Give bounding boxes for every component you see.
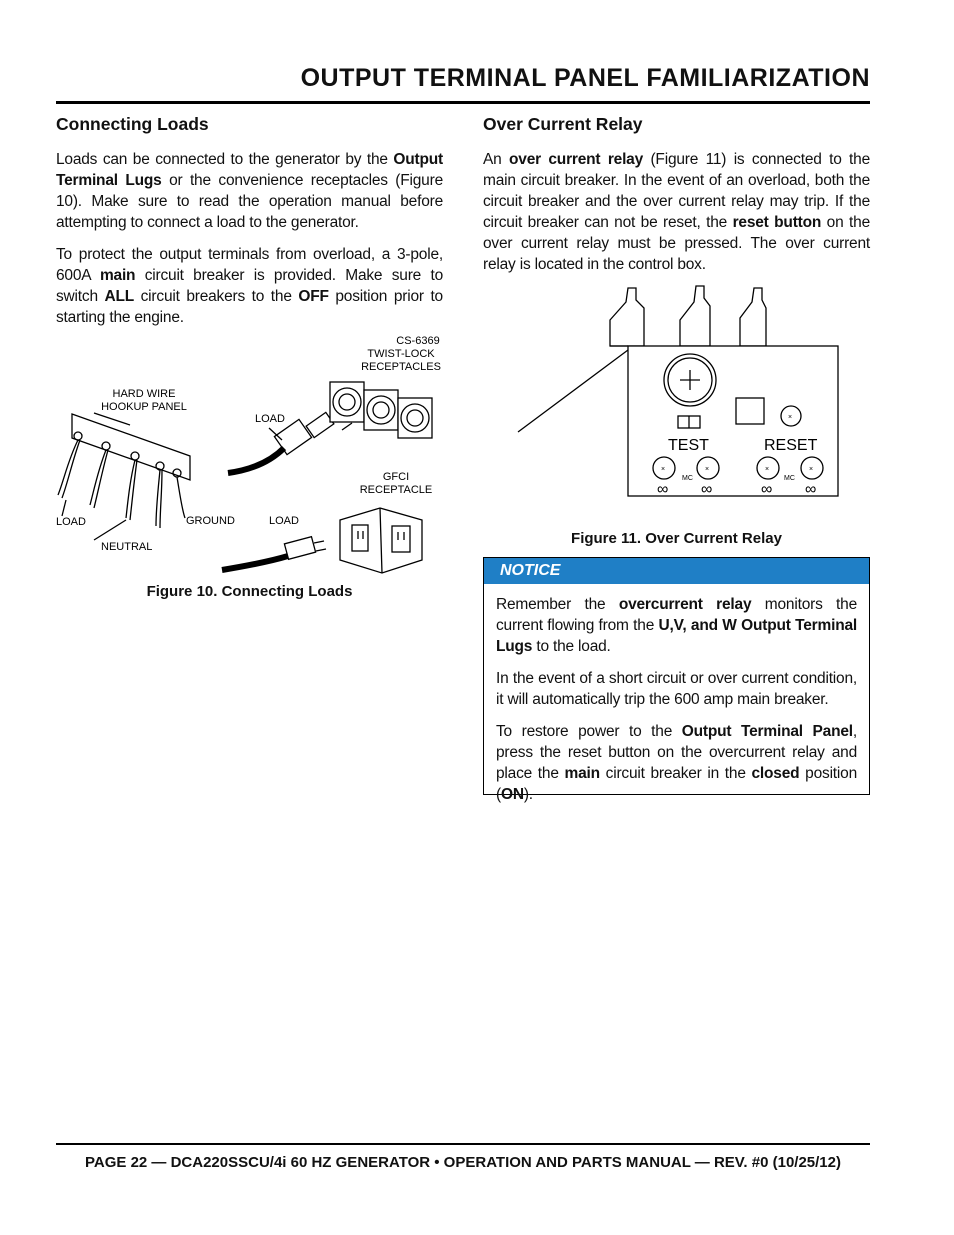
svg-text:HOOKUP PANEL: HOOKUP PANEL: [101, 401, 187, 413]
svg-text:TEST: TEST: [668, 437, 709, 454]
over-current-relay-heading: Over Current Relay: [483, 114, 643, 134]
notice-box: [483, 557, 870, 803]
svg-text:GROUND: GROUND: [186, 515, 235, 527]
svg-text:∞: ∞: [701, 481, 713, 498]
svg-text:HARD WIRE: HARD WIRE: [112, 388, 176, 400]
svg-text:∞: ∞: [657, 481, 669, 498]
svg-text:NEUTRAL: NEUTRAL: [101, 541, 153, 553]
svg-text:RESET: RESET: [764, 437, 818, 454]
svg-text:×: ×: [705, 466, 710, 473]
connecting-loads-paragraph-1: Loads can be connected to the generator by the Output Terminal Lugs or the convenience receptacles (Figure 10). Make sure to read the operation manual before attempting to connect a load to the generator.: [56, 151, 443, 231]
svg-text:×: ×: [788, 414, 793, 421]
svg-text:×: ×: [765, 466, 770, 473]
svg-text:RECEPTACLES: RECEPTACLES: [361, 361, 441, 373]
left-column: [56, 114, 443, 339]
notice-title: NOTICE: [484, 558, 869, 584]
connecting-loads-paragraph-2: To protect the output terminals from overload, a 3-pole, 600A main circuit breaker is provided. Make sure to switch ALL circuit breakers to the OFF position prior to starting the engine.: [56, 246, 443, 326]
svg-text:LOAD: LOAD: [269, 515, 299, 527]
svg-text:RECEPTACLE: RECEPTACLE: [359, 484, 433, 496]
notice-paragraph-1: Remember the overcurrent relay monitors the current flowing from the U,V, and W Output Terminal Lugs to the load.: [496, 596, 857, 655]
svg-text:∞: ∞: [761, 481, 773, 498]
svg-text:×: ×: [661, 466, 666, 473]
svg-text:∞: ∞: [805, 481, 817, 498]
svg-text:MC: MC: [784, 475, 795, 482]
right-column: [483, 114, 870, 286]
figure-10-connecting-loads: [50, 330, 450, 580]
figure-11-over-current-relay: [514, 280, 840, 505]
notice-paragraph-2: In the event of a short circuit or over current condition, it will automatically trip the 600 amp main breaker.: [496, 670, 857, 708]
header-rule: [56, 101, 870, 104]
svg-text:LOAD: LOAD: [56, 516, 86, 528]
footer-rule: [56, 1143, 870, 1145]
page-title: OUTPUT TERMINAL PANEL FAMILIARIZATION: [300, 64, 870, 92]
svg-text:CS-6369: CS-6369: [396, 335, 440, 347]
svg-text:GFCI: GFCI: [382, 471, 410, 483]
svg-text:LOAD: LOAD: [255, 413, 285, 425]
svg-text:TWIST-LOCK: TWIST-LOCK: [367, 348, 435, 360]
page-footer: PAGE 22 — DCA220SSCU/4i 60 HZ GENERATOR • OPERATION AND PARTS MANUAL — REV. #0 (10/25/12): [85, 1154, 841, 1171]
figure-11-caption: Figure 11. Over Current Relay: [571, 530, 782, 547]
connecting-loads-illustration: [50, 330, 450, 575]
over-current-relay-illustration: [514, 280, 840, 500]
svg-text:MC: MC: [682, 475, 693, 482]
figure-10-caption: Figure 10. Connecting Loads: [146, 583, 353, 600]
notice-body: [484, 584, 869, 805]
over-current-relay-paragraph: An over current relay (Figure 11) is connected to the main circuit breaker. In the event of an overload, both the circuit breaker and the over current relay may trip. If the circuit breaker can not be reset, the reset button on the over current relay must be pressed. The over current relay is located in the control box.: [483, 151, 871, 273]
svg-text:×: ×: [809, 466, 814, 473]
notice-paragraph-3: To restore power to the Output Terminal Panel, press the reset button on the overcurrent relay and place the main circuit breaker in the closed position (ON).: [496, 723, 857, 803]
connecting-loads-heading: Connecting Loads: [56, 114, 209, 134]
